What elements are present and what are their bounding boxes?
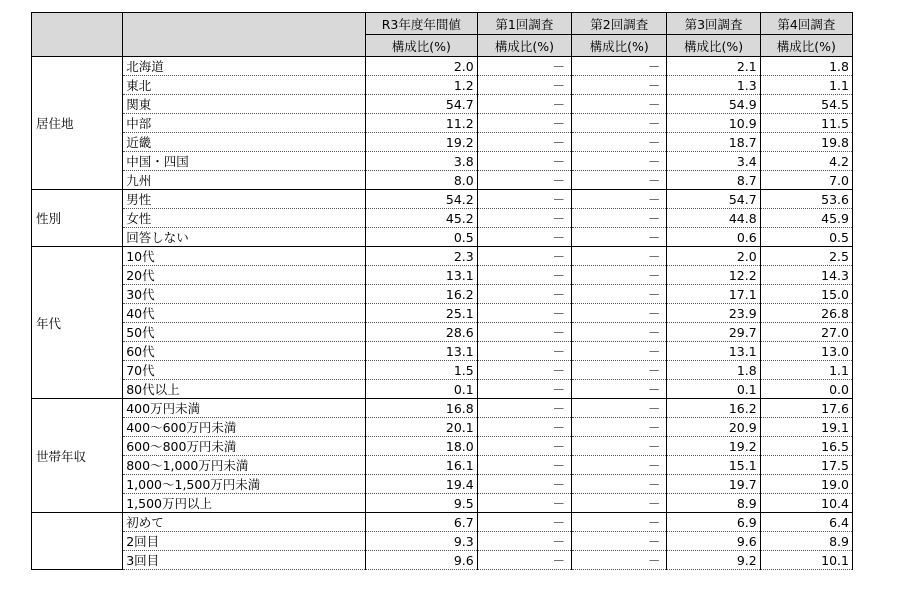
- header-period: 第3回調査: [667, 13, 760, 35]
- survey-3-value: 54.9: [667, 95, 760, 114]
- survey-2-value: －: [572, 494, 667, 513]
- survey-3-value: 1.8: [667, 361, 760, 380]
- table-row: [32, 190, 853, 209]
- survey-4-value: 26.8: [760, 304, 852, 323]
- annual-value: 18.0: [365, 437, 477, 456]
- survey-2-value: －: [572, 190, 667, 209]
- survey-4-value: 15.0: [760, 285, 852, 304]
- survey-4-value: 7.0: [760, 171, 852, 190]
- survey-3-value: 3.4: [667, 152, 760, 171]
- table-body: [32, 57, 853, 570]
- survey-1-value: －: [477, 285, 571, 304]
- row-label: 3回目: [123, 551, 366, 570]
- row-label: 20代: [123, 266, 366, 285]
- row-label: 30代: [123, 285, 366, 304]
- survey-1-value: －: [477, 190, 571, 209]
- header-row-periods: [32, 13, 853, 35]
- survey-2-value: －: [572, 76, 667, 95]
- survey-1-value: －: [477, 399, 571, 418]
- survey-3-value: 44.8: [667, 209, 760, 228]
- table-row: [32, 266, 853, 285]
- annual-value: 2.0: [365, 57, 477, 76]
- table-row: [32, 456, 853, 475]
- table-row: [32, 152, 853, 171]
- annual-value: 54.2: [365, 190, 477, 209]
- survey-3-value: 9.6: [667, 532, 760, 551]
- table-row: [32, 361, 853, 380]
- survey-2-value: －: [572, 342, 667, 361]
- survey-3-value: 18.7: [667, 133, 760, 152]
- group-label: 年代: [32, 247, 123, 399]
- survey-3-value: 19.7: [667, 475, 760, 494]
- survey-3-value: 54.7: [667, 190, 760, 209]
- header-period: 第4回調査: [760, 13, 852, 35]
- survey-4-value: 8.9: [760, 532, 852, 551]
- survey-2-value: －: [572, 114, 667, 133]
- row-label: 60代: [123, 342, 366, 361]
- survey-3-value: 2.1: [667, 57, 760, 76]
- survey-1-value: －: [477, 342, 571, 361]
- survey-2-value: －: [572, 513, 667, 532]
- survey-1-value: －: [477, 456, 571, 475]
- group-label: 性別: [32, 190, 123, 247]
- table-row: [32, 285, 853, 304]
- survey-4-value: 6.4: [760, 513, 852, 532]
- row-label: 初めて: [123, 513, 366, 532]
- survey-3-value: 29.7: [667, 323, 760, 342]
- survey-4-value: 16.5: [760, 437, 852, 456]
- survey-1-value: －: [477, 171, 571, 190]
- survey-2-value: －: [572, 551, 667, 570]
- survey-3-value: 6.9: [667, 513, 760, 532]
- survey-4-value: 1.8: [760, 57, 852, 76]
- table-row: [32, 437, 853, 456]
- row-label: 10代: [123, 247, 366, 266]
- survey-4-value: 45.9: [760, 209, 852, 228]
- survey-4-value: 53.6: [760, 190, 852, 209]
- survey-2-value: －: [572, 475, 667, 494]
- header-blank-group: [32, 13, 123, 57]
- survey-3-value: 16.2: [667, 399, 760, 418]
- survey-1-value: －: [477, 361, 571, 380]
- header-period: R3年度年間値: [365, 13, 477, 35]
- table-row: [32, 133, 853, 152]
- row-label: 400万円未満: [123, 399, 366, 418]
- survey-3-value: 23.9: [667, 304, 760, 323]
- annual-value: 16.8: [365, 399, 477, 418]
- annual-value: 1.5: [365, 361, 477, 380]
- survey-2-value: －: [572, 95, 667, 114]
- table-row: [32, 551, 853, 570]
- survey-3-value: 1.3: [667, 76, 760, 95]
- survey-4-value: 17.6: [760, 399, 852, 418]
- survey-1-value: －: [477, 323, 571, 342]
- survey-table: [31, 12, 853, 570]
- row-label: 1,000～1,500万円未満: [123, 475, 366, 494]
- annual-value: 11.2: [365, 114, 477, 133]
- row-label: 400～600万円未満: [123, 418, 366, 437]
- table-row: [32, 57, 853, 76]
- annual-value: 0.5: [365, 228, 477, 247]
- survey-1-value: －: [477, 475, 571, 494]
- header-unit: 構成比(%): [477, 35, 571, 57]
- row-label: 600～800万円未満: [123, 437, 366, 456]
- survey-4-value: 0.0: [760, 380, 852, 399]
- table-row: [32, 418, 853, 437]
- survey-3-value: 0.6: [667, 228, 760, 247]
- survey-3-value: 9.2: [667, 551, 760, 570]
- row-label: 50代: [123, 323, 366, 342]
- row-label: 男性: [123, 190, 366, 209]
- annual-value: 1.2: [365, 76, 477, 95]
- annual-value: 19.2: [365, 133, 477, 152]
- survey-2-value: －: [572, 57, 667, 76]
- annual-value: 16.2: [365, 285, 477, 304]
- survey-3-value: 13.1: [667, 342, 760, 361]
- survey-1-value: －: [477, 437, 571, 456]
- row-label: 女性: [123, 209, 366, 228]
- survey-2-value: －: [572, 456, 667, 475]
- header-unit: 構成比(%): [760, 35, 852, 57]
- row-label: 1,500万円以上: [123, 494, 366, 513]
- survey-4-value: 19.0: [760, 475, 852, 494]
- table-row: [32, 76, 853, 95]
- survey-2-value: －: [572, 133, 667, 152]
- annual-value: 20.1: [365, 418, 477, 437]
- survey-3-value: 10.9: [667, 114, 760, 133]
- row-label: 80代以上: [123, 380, 366, 399]
- survey-1-value: －: [477, 304, 571, 323]
- annual-value: 3.8: [365, 152, 477, 171]
- survey-2-value: －: [572, 247, 667, 266]
- survey-1-value: －: [477, 95, 571, 114]
- survey-4-value: 54.5: [760, 95, 852, 114]
- annual-value: 25.1: [365, 304, 477, 323]
- survey-4-value: 1.1: [760, 361, 852, 380]
- survey-1-value: －: [477, 513, 571, 532]
- table-row: [32, 171, 853, 190]
- survey-2-value: －: [572, 437, 667, 456]
- header-period: 第2回調査: [572, 13, 667, 35]
- annual-value: 9.6: [365, 551, 477, 570]
- survey-2-value: －: [572, 228, 667, 247]
- table-row: [32, 304, 853, 323]
- group-label: [32, 513, 123, 570]
- survey-2-value: －: [572, 418, 667, 437]
- row-label: 近畿: [123, 133, 366, 152]
- header-period: 第1回調査: [477, 13, 571, 35]
- survey-2-value: －: [572, 361, 667, 380]
- survey-1-value: －: [477, 247, 571, 266]
- group-label: 世帯年収: [32, 399, 123, 513]
- survey-1-value: －: [477, 418, 571, 437]
- table-row: [32, 494, 853, 513]
- survey-4-value: 27.0: [760, 323, 852, 342]
- survey-2-value: －: [572, 399, 667, 418]
- survey-1-value: －: [477, 114, 571, 133]
- annual-value: 28.6: [365, 323, 477, 342]
- annual-value: 19.4: [365, 475, 477, 494]
- header-unit: 構成比(%): [572, 35, 667, 57]
- survey-3-value: 12.2: [667, 266, 760, 285]
- survey-4-value: 14.3: [760, 266, 852, 285]
- survey-2-value: －: [572, 266, 667, 285]
- row-label: 東北: [123, 76, 366, 95]
- survey-3-value: 8.7: [667, 171, 760, 190]
- survey-1-value: －: [477, 209, 571, 228]
- annual-value: 54.7: [365, 95, 477, 114]
- header-unit: 構成比(%): [667, 35, 760, 57]
- annual-value: 9.5: [365, 494, 477, 513]
- row-label: 北海道: [123, 57, 366, 76]
- row-label: 800～1,000万円未満: [123, 456, 366, 475]
- survey-4-value: 13.0: [760, 342, 852, 361]
- table-row: [32, 342, 853, 361]
- survey-2-value: －: [572, 532, 667, 551]
- survey-1-value: －: [477, 57, 571, 76]
- survey-4-value: 2.5: [760, 247, 852, 266]
- survey-3-value: 8.9: [667, 494, 760, 513]
- annual-value: 2.3: [365, 247, 477, 266]
- survey-1-value: －: [477, 152, 571, 171]
- survey-1-value: －: [477, 76, 571, 95]
- table-row: [32, 475, 853, 494]
- survey-4-value: 1.1: [760, 76, 852, 95]
- table-row: [32, 209, 853, 228]
- survey-4-value: 4.2: [760, 152, 852, 171]
- header-unit: 構成比(%): [365, 35, 477, 57]
- group-label: 居住地: [32, 57, 123, 190]
- row-label: 回答しない: [123, 228, 366, 247]
- table-row: [32, 532, 853, 551]
- survey-4-value: 0.5: [760, 228, 852, 247]
- survey-1-value: －: [477, 551, 571, 570]
- survey-3-value: 17.1: [667, 285, 760, 304]
- survey-1-value: －: [477, 133, 571, 152]
- survey-4-value: 10.4: [760, 494, 852, 513]
- annual-value: 9.3: [365, 532, 477, 551]
- row-label: 関東: [123, 95, 366, 114]
- table-row: [32, 228, 853, 247]
- survey-2-value: －: [572, 304, 667, 323]
- row-label: 70代: [123, 361, 366, 380]
- annual-value: 45.2: [365, 209, 477, 228]
- survey-4-value: 10.1: [760, 551, 852, 570]
- annual-value: 8.0: [365, 171, 477, 190]
- survey-1-value: －: [477, 228, 571, 247]
- survey-3-value: 20.9: [667, 418, 760, 437]
- survey-1-value: －: [477, 380, 571, 399]
- table-row: [32, 399, 853, 418]
- survey-3-value: 0.1: [667, 380, 760, 399]
- table-row: [32, 114, 853, 133]
- annual-value: 6.7: [365, 513, 477, 532]
- row-label: 中国・四国: [123, 152, 366, 171]
- survey-3-value: 15.1: [667, 456, 760, 475]
- table-row: [32, 380, 853, 399]
- survey-2-value: －: [572, 209, 667, 228]
- annual-value: 13.1: [365, 266, 477, 285]
- survey-3-value: 19.2: [667, 437, 760, 456]
- table-row: [32, 513, 853, 532]
- row-label: 40代: [123, 304, 366, 323]
- survey-4-value: 19.1: [760, 418, 852, 437]
- table-row: [32, 247, 853, 266]
- survey-4-value: 17.5: [760, 456, 852, 475]
- survey-2-value: －: [572, 152, 667, 171]
- annual-value: 0.1: [365, 380, 477, 399]
- table-row: [32, 95, 853, 114]
- row-label: 2回目: [123, 532, 366, 551]
- survey-1-value: －: [477, 532, 571, 551]
- survey-2-value: －: [572, 171, 667, 190]
- survey-3-value: 2.0: [667, 247, 760, 266]
- survey-1-value: －: [477, 494, 571, 513]
- row-label: 中部: [123, 114, 366, 133]
- survey-1-value: －: [477, 266, 571, 285]
- annual-value: 16.1: [365, 456, 477, 475]
- survey-4-value: 19.8: [760, 133, 852, 152]
- survey-2-value: －: [572, 323, 667, 342]
- row-label: 九州: [123, 171, 366, 190]
- table-row: [32, 323, 853, 342]
- survey-2-value: －: [572, 285, 667, 304]
- annual-value: 13.1: [365, 342, 477, 361]
- survey-2-value: －: [572, 380, 667, 399]
- header-blank-label: [123, 13, 366, 57]
- survey-4-value: 11.5: [760, 114, 852, 133]
